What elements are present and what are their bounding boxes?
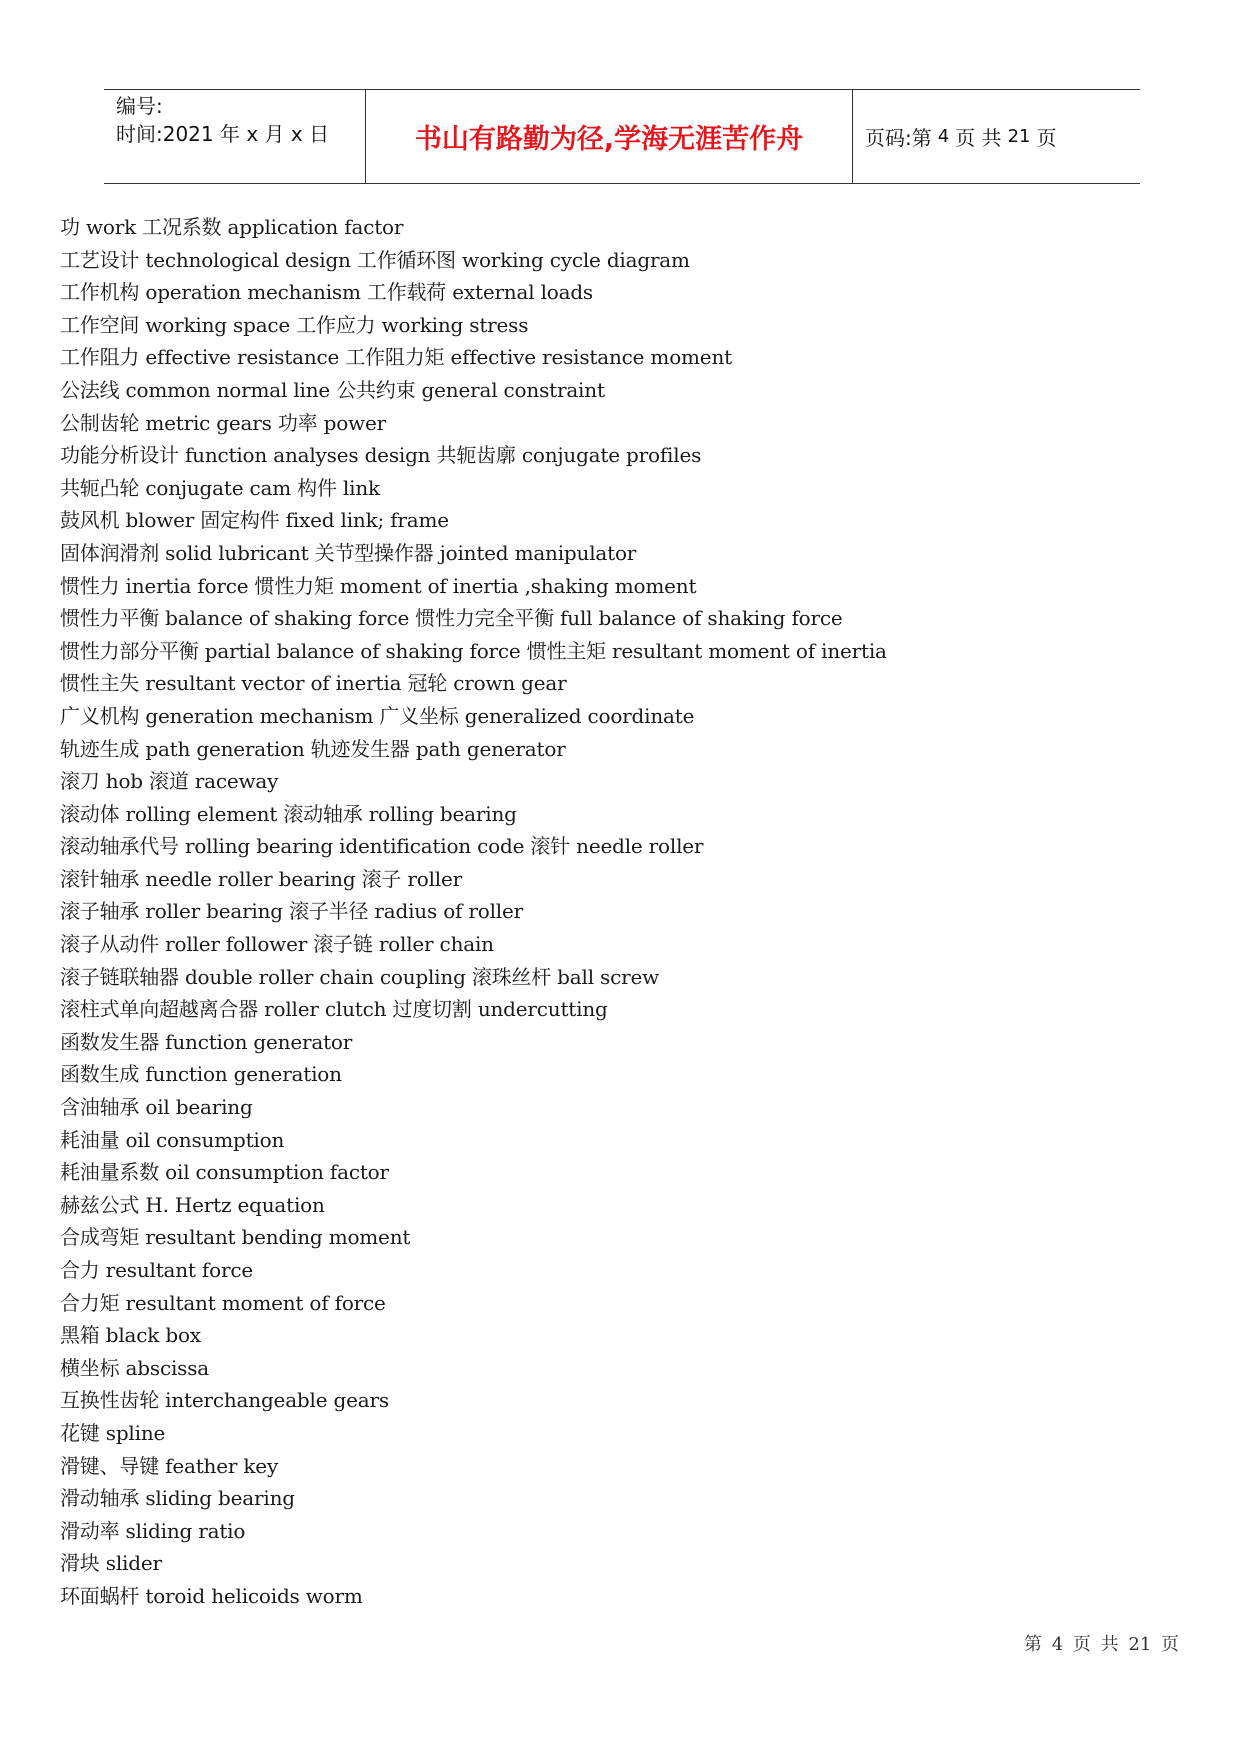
glossary-entry: 滚动轴承代号 rolling bearing identification code 滚针 needle roller: [60, 834, 704, 859]
glossary-entry: 共轭凸轮 conjugate cam 构件 link: [60, 475, 380, 500]
glossary-entry: 广义机构 generation mechanism 广义坐标 generalized coordinate: [60, 703, 695, 728]
glossary-entry: 函数生成 function generation: [60, 1062, 342, 1087]
glossary-entry: 含油轴承 oil bearing: [60, 1095, 253, 1120]
glossary-entry: 工作机构 operation mechanism 工作载荷 external loads: [60, 280, 593, 305]
glossary-entry: 环面蜗杆 toroid helicoids worm: [60, 1583, 363, 1608]
glossary-entry: 函数发生器 function generator: [60, 1029, 353, 1054]
glossary-entry: 滑键、导键 feather key: [60, 1453, 279, 1478]
document-date: 时间:2021 年 x 月 x 日: [116, 122, 330, 146]
glossary-entry: 合成弯矩 resultant bending moment: [60, 1225, 411, 1250]
glossary-entry: 惯性力平衡 balance of shaking force 惯性力完全平衡 full balance of shaking force: [60, 606, 843, 631]
glossary-entry: 合力 resultant force: [60, 1258, 253, 1282]
glossary-entry: 合力矩 resultant moment of force: [60, 1290, 386, 1315]
glossary-list: [60, 211, 1180, 1613]
page-prefix: 页码:第: [865, 126, 932, 150]
glossary-entry: 惯性力部分平衡 partial balance of shaking force 惯性主矩 resultant moment of inertia: [60, 638, 887, 663]
glossary-entry: 耗油量系数 oil consumption factor: [60, 1160, 389, 1185]
glossary-entry: 滚子链联轴器 double roller chain coupling 滚珠丝杆 ball screw: [60, 964, 660, 989]
page-header: [104, 89, 1140, 184]
glossary-entry: 横坐标 abscissa: [60, 1355, 209, 1380]
page-current: 4: [937, 126, 950, 147]
glossary-entry: 滚柱式单向超越离合器 roller clutch 过度切割 undercutting: [60, 997, 608, 1022]
glossary-entry: 工艺设计 technological design 工作循环图 working cycle diagram: [60, 247, 690, 272]
header-motto-cell: [366, 90, 853, 183]
page-footer: 第 4 页 共 21 页: [1024, 1634, 1179, 1655]
glossary-entry: 黑箱 black box: [60, 1323, 201, 1348]
page-suffix: 页: [1036, 126, 1057, 150]
glossary-entry: 滚针轴承 needle roller bearing 滚子 roller: [60, 866, 462, 891]
glossary-entry: 滚动体 rolling element 滚动轴承 rolling bearing: [60, 801, 517, 826]
glossary-entry: 固体润滑剂 solid lubricant 关节型操作器 jointed manipulator: [60, 540, 637, 565]
glossary-entry: 花键 spline: [60, 1420, 166, 1445]
glossary-entry: 赫兹公式 H. Hertz equation: [60, 1192, 325, 1217]
page-middle: 页 共: [955, 126, 1002, 150]
glossary-entry: 轨迹生成 path generation 轨迹发生器 path generator: [60, 736, 566, 761]
glossary-entry: 滑动轴承 sliding bearing: [60, 1486, 295, 1511]
glossary-entry: 滑块 slider: [60, 1551, 162, 1576]
header-meta-cell: [104, 90, 366, 183]
glossary-entry: 功能分析设计 function analyses design 共轭齿廓 conjugate profiles: [60, 443, 702, 468]
glossary-entry: 公法线 common normal line 公共约束 general constraint: [60, 377, 605, 402]
glossary-entry: 滑动率 sliding ratio: [60, 1518, 246, 1543]
page-total: 21: [1007, 126, 1031, 147]
header-motto: 书山有路勤为径,学海无涯苦作舟: [414, 124, 804, 155]
glossary-entry: 鼓风机 blower 固定构件 fixed link; frame: [60, 508, 449, 533]
glossary-entry: 工作空间 working space 工作应力 working stress: [60, 312, 529, 337]
glossary-entry: 惯性力 inertia force 惯性力矩 moment of inertia ,shaking moment: [60, 573, 697, 598]
glossary-entry: 滚刀 hob 滚道 raceway: [60, 769, 279, 794]
glossary-entry: 滚子从动件 roller follower 滚子链 roller chain: [60, 932, 494, 957]
glossary-entry: 惯性主失 resultant vector of inertia 冠轮 crown gear: [60, 671, 567, 696]
glossary-entry: 滚子轴承 roller bearing 滚子半径 radius of roller: [60, 899, 524, 924]
header-page-cell: [853, 90, 1140, 183]
glossary-entry: 互换性齿轮 interchangeable gears: [60, 1388, 389, 1413]
glossary-entry: 功 work 工况系数 application factor: [60, 215, 404, 239]
glossary-entry: 公制齿轮 metric gears 功率 power: [60, 410, 386, 435]
glossary-entry: 耗油量 oil consumption: [60, 1127, 285, 1152]
document-number-label: 编号:: [116, 94, 163, 118]
glossary-entry: 工作阻力 effective resistance 工作阻力矩 effective resistance moment: [60, 345, 732, 370]
